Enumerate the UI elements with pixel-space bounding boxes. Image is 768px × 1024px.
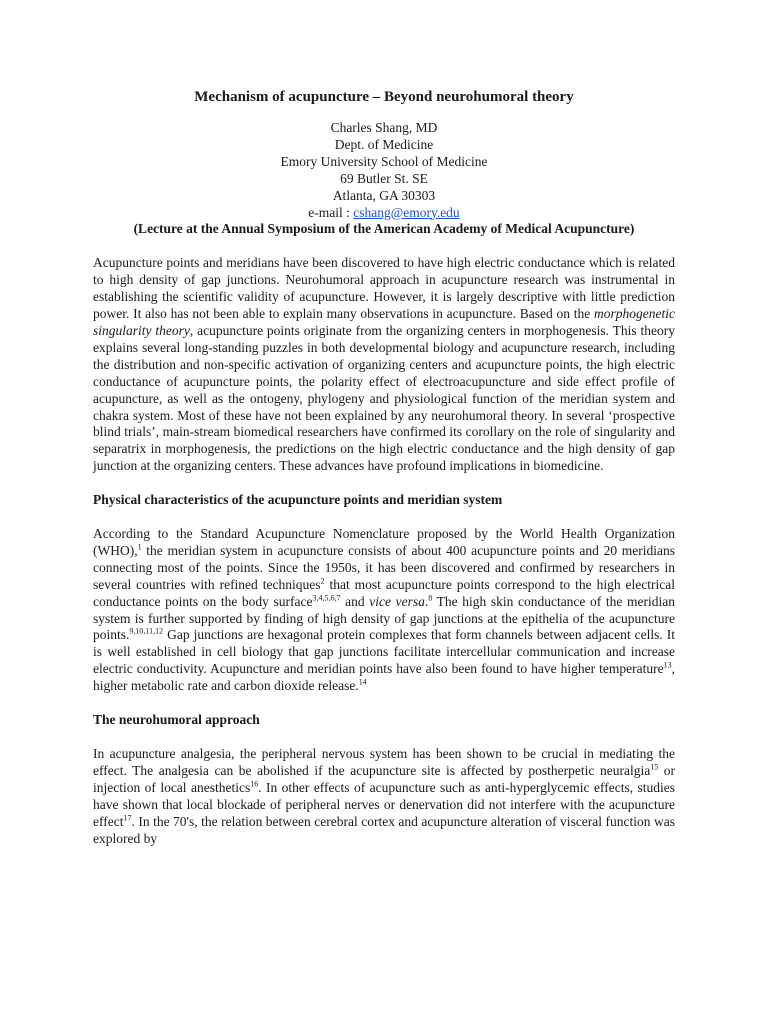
paragraph-text: In acupuncture analgesia, the peripheral nervous system has been shown to be crucial in mediating the effect. The analgesia can be abolished if the acupuncture site is affected by postherpetic neuralgia: [93, 746, 675, 778]
citation-superscript: 2: [320, 576, 325, 586]
paragraph-text: . In the 70's, the relation between cerebral cortex and acupuncture alteration of visceral function was explored by: [93, 813, 675, 846]
section2-paragraph: [93, 746, 675, 847]
document-page: [93, 88, 675, 847]
citation-superscript: 16: [250, 779, 259, 789]
citation-superscript: 17: [123, 813, 132, 823]
lecture-note: (Lecture at the Annual Symposium of the American Academy of Medical Acupuncture): [133, 221, 635, 237]
paragraph-text: Gap junctions are hexagonal protein complexes that form channels between adjacent cells. It is well established in cell biology that gap junctions facilitate intercellular communication and increase electric conductivity. Acupuncture and meridian points have also been found to have higher temperature: [93, 627, 675, 677]
paragraph-text: , higher metabolic rate and carbon dioxide release.: [93, 661, 675, 694]
italic-term: vice versa: [369, 593, 425, 609]
paragraph-text: that most acupuncture points correspond to the high electrical conductance points on the body surface: [93, 576, 675, 609]
abstract-text: Acupuncture points and meridians have been discovered to have high electric conductance which is related to high density of gap junctions. Neurohumoral approach in acupuncture research was instrumental in establishing the scientific validity of acupuncture. However, it is largely descriptive with little prediction power. It also has not been able to explain many observations in acupuncture. Based on the: [93, 255, 675, 322]
abstract-paragraph: [93, 255, 675, 475]
paragraph-text: .: [424, 593, 429, 609]
author-email-line: [93, 205, 675, 222]
paragraph-text: the meridian system in acupuncture consists of about 400 acupuncture points and 20 meridians connecting most of the points. Since the 1950s, it has been discovered and confirmed by researchers in several countries with refined techniques: [93, 542, 675, 592]
section1-paragraph: [93, 526, 675, 695]
paragraph-text: The high skin conductance of the meridian system is further supported by finding of high density of gap junctions at the epithelia of the acupuncture points.: [93, 593, 675, 643]
document-title: Mechanism of acupuncture – Beyond neurohumoral theory: [194, 89, 574, 105]
paragraph-text: and: [340, 593, 370, 609]
author-institution: Emory University School of Medicine: [280, 153, 488, 169]
paragraph-text: According to the Standard Acupuncture Nomenclature proposed by the World Health Organization (WHO),: [93, 526, 675, 558]
citation-superscript: 9,10,11,12: [129, 626, 164, 636]
author-block: [93, 120, 675, 221]
section-heading-neurohumoral: The neurohumoral approach: [93, 712, 260, 728]
citation-superscript: 14: [358, 677, 367, 687]
author-street: 69 Butler St. SE: [340, 170, 428, 186]
citation-superscript: 8: [428, 593, 433, 603]
citation-superscript: 3,4,5,6,7: [312, 593, 341, 603]
citation-superscript: 1: [137, 542, 142, 552]
citation-superscript: 15: [650, 762, 659, 772]
email-label: e-mail :: [308, 204, 354, 220]
author-city: Atlanta, GA 30303: [332, 187, 436, 203]
paragraph-text: or injection of local anesthetics: [93, 762, 676, 795]
section-heading-physical: Physical characteristics of the acupuncture points and meridian system: [93, 492, 503, 508]
author-name: Charles Shang, MD: [330, 120, 438, 135]
email-link[interactable]: cshang@emory.edu: [353, 204, 460, 220]
paragraph-text: . In other effects of acupuncture such as anti-hyperglycemic effects, studies have shown that local blockade of peripheral nerves or denervation did not interfere with the acupuncture effect: [93, 779, 675, 829]
author-dept: Dept. of Medicine: [334, 136, 434, 152]
abstract-text-cont: , acupuncture points originate from the organizing centers in morphogenesis. This theory explains several long-standing puzzles in both developmental biology and acupuncture research, including the distribution and non-specific activation of organizing centers and acupuncture points, the high electric conductance of acupuncture points, the polarity effect of electroacupuncture and side effect profile of acupuncture, as well as the ontogeny, phylogeny and physiological function of the meridian system and chakra system. Most of these have not been explained by any neurohumoral theory. In several ‘prospective blind trials’, main-stream biomedical researchers have confirmed its corollary on the role of singularity and separatrix in morphogenesis, the predictions on the high electric conductance and the high density of gap junction at the organizing centers. These advances have profound implications in biomedicine.: [93, 322, 675, 474]
citation-superscript: 13: [663, 660, 672, 670]
abstract-italic-term: morphogenetic singularity theory: [93, 306, 675, 338]
